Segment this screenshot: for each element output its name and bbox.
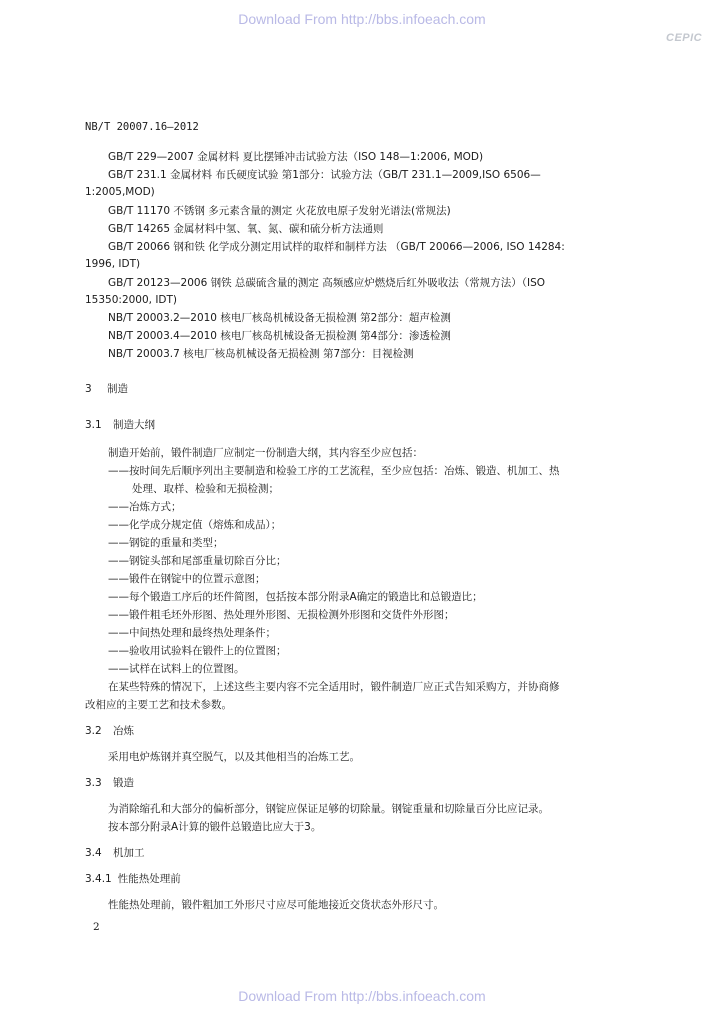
subsection-heading bbox=[85, 725, 134, 738]
subsection-heading bbox=[85, 419, 155, 432]
page-number: 2 bbox=[93, 921, 100, 933]
subsection-heading bbox=[85, 777, 134, 790]
list-item: ——钢锭的重量和类型； bbox=[108, 537, 224, 549]
paragraph: 为消除缩孔和大部分的偏析部分，钢锭应保证足够的切除量。钢锭重量和切除量百分比应记录。 bbox=[108, 803, 549, 815]
subsection-title: 锻造 bbox=[113, 777, 134, 789]
reference-item: GB/T 14265 金属材料中氢、氧、氮、碳和硫分析方法通则 bbox=[108, 223, 384, 235]
publisher-logo: CEPIC bbox=[666, 32, 703, 44]
paragraph: 按本部分附录A计算的锻件总锻造比应大于3。 bbox=[108, 821, 322, 833]
reference-item: NB/T 20003.4—2010 核电厂核岛机械设备无损检测 第4部分：渗透检测 bbox=[108, 330, 451, 342]
reference-item: NB/T 20003.7 核电厂核岛机械设备无损检测 第7部分：目视检测 bbox=[108, 348, 414, 360]
reference-item: GB/T 20123—2006 钢铁 总碳硫含量的测定 高频感应炉燃烧后红外吸收法（常规方法）（ISO bbox=[108, 277, 546, 289]
subsection-number: 3.1 bbox=[85, 419, 102, 431]
reference-item-continued: 1996, IDT) bbox=[85, 258, 141, 270]
document-code-header: NB/T 20007.16—2012 bbox=[85, 121, 199, 133]
subsection-number: 3.4.1 bbox=[85, 873, 112, 885]
subsection-title: 机加工 bbox=[113, 847, 145, 859]
section-heading bbox=[85, 383, 128, 396]
list-item: ——每个锻造工序后的坯件简图，包括按本部分附录A确定的锻造比和总锻造比； bbox=[108, 591, 483, 603]
subsection-title: 制造大纲 bbox=[113, 419, 155, 431]
section-title: 制造 bbox=[107, 383, 128, 395]
subsection-title: 性能热处理前 bbox=[117, 873, 181, 885]
list-item: ——试样在试料上的位置图。 bbox=[108, 663, 245, 675]
watermark-bottom: Download From http://bbs.infoeach.com bbox=[238, 988, 486, 1004]
subsection-number: 3.3 bbox=[85, 777, 102, 789]
list-item-continued: 处理、取样、检验和无损检测； bbox=[132, 483, 279, 495]
paragraph: 制造开始前，锻件制造厂应制定一份制造大纲，其内容至少应包括： bbox=[108, 447, 423, 459]
reference-item-continued: 1:2005,MOD) bbox=[85, 186, 155, 198]
paragraph: 在某些特殊的情况下，上述这些主要内容不完全适用时，锻件制造厂应正式告知采购方，并协商修 bbox=[108, 681, 560, 693]
reference-item: GB/T 231.1 金属材料 布氏硬度试验 第1部分：试验方法（GB/T 231.1—2009,ISO 6506— bbox=[108, 169, 541, 181]
subsection-number: 3.2 bbox=[85, 725, 102, 737]
list-item: ——钢锭头部和尾部重量切除百分比； bbox=[108, 555, 287, 567]
list-item: ——锻件在钢锭中的位置示意图； bbox=[108, 573, 266, 585]
paragraph-continued: 改相应的主要工艺和技术参数。 bbox=[85, 699, 232, 711]
paragraph: 性能热处理前，锻件粗加工外形尺寸应尽可能地接近交货状态外形尺寸。 bbox=[108, 899, 444, 911]
subsection-number: 3.4 bbox=[85, 847, 102, 859]
list-item: ——中间热处理和最终热处理条件； bbox=[108, 627, 276, 639]
list-item: ——冶炼方式； bbox=[108, 501, 182, 513]
list-item: ——按时间先后顺序列出主要制造和检验工序的工艺流程，至少应包括：冶炼、锻造、机加工、热 bbox=[108, 465, 560, 477]
paragraph: 采用电炉炼钢并真空脱气，以及其他相当的冶炼工艺。 bbox=[108, 751, 360, 763]
list-item: ——化学成分规定值（熔炼和成品）； bbox=[108, 519, 282, 531]
subsection-heading bbox=[85, 847, 145, 860]
section-number: 3 bbox=[85, 383, 92, 395]
subsection-title: 冶炼 bbox=[113, 725, 134, 737]
reference-item: GB/T 11170 不锈钢 多元素含量的测定 火花放电原子发射光谱法(常规法) bbox=[108, 205, 451, 217]
list-item: ——验收用试验料在锻件上的位置图； bbox=[108, 645, 287, 657]
list-item: ——锻件粗毛坯外形图、热处理外形图、无损检测外形图和交货件外形图； bbox=[108, 609, 455, 621]
reference-item: GB/T 20066 钢和铁 化学成分测定用试样的取样和制样方法 （GB/T 20066—2006, ISO 14284: bbox=[108, 241, 565, 253]
reference-item: GB/T 229—2007 金属材料 夏比摆锤冲击试验方法（ISO 148—1:2006, MOD) bbox=[108, 151, 484, 163]
subsection-heading bbox=[85, 873, 181, 886]
watermark-top: Download From http://bbs.infoeach.com bbox=[238, 11, 486, 27]
reference-item-continued: 15350:2000, IDT) bbox=[85, 294, 178, 306]
reference-item: NB/T 20003.2—2010 核电厂核岛机械设备无损检测 第2部分：超声检测 bbox=[108, 312, 451, 324]
